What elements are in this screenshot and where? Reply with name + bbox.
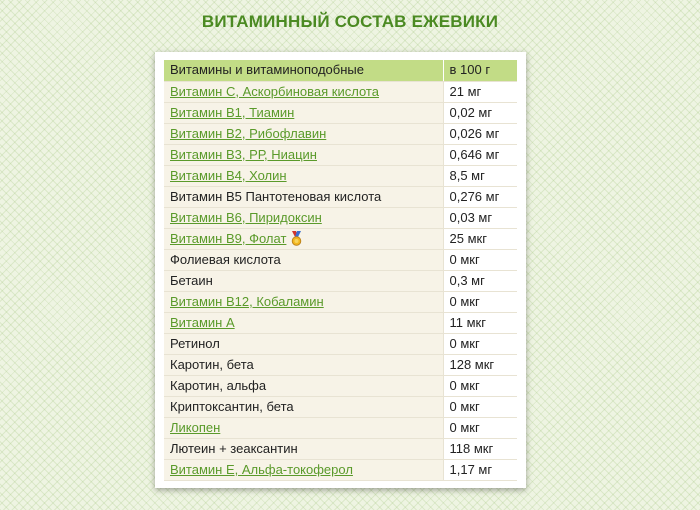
vitamin-name-cell [164,417,443,438]
vitamin-value-cell: 128 мкг [443,354,517,375]
vitamin-value-cell: 0,646 мг [443,144,517,165]
vitamin-name-cell [164,249,443,270]
table-header-row [164,60,517,81]
table-row [164,459,517,480]
vitamin-value-cell: 0 мкг [443,375,517,396]
table-body [164,81,517,480]
vitamin-name-cell [164,312,443,333]
vitamin-value-cell: 25 мкг [443,228,517,249]
vitamin-name-cell [164,354,443,375]
vitamin-name-cell [164,207,443,228]
vitamin-link[interactable]: Витамин В12, Кобаламин [170,293,324,309]
vitamin-label: Криптоксантин, бета [170,398,294,414]
vitamin-value-cell: 11 мкг [443,312,517,333]
table-row [164,102,517,123]
vitamin-label: Витамин В5 Пантотеновая кислота [170,188,382,204]
table-row [164,312,517,333]
table-row [164,291,517,312]
vitamin-link[interactable]: Витамин В1, Тиамин [170,104,295,120]
table-row [164,438,517,459]
table-row [164,186,517,207]
vitamin-value-cell: 0 мкг [443,291,517,312]
vitamin-link[interactable]: Витамин С, Аскорбиновая кислота [170,83,379,99]
vitamin-value-cell: 8,5 мг [443,165,517,186]
table-row [164,228,517,249]
vitamin-link[interactable]: Витамин В9, Фолат [170,230,287,246]
table-row [164,270,517,291]
vitamin-link[interactable]: Витамин В2, Рибофлавин [170,125,327,141]
vitamin-value-cell: 0,03 мг [443,207,517,228]
vitamin-label: Каротин, бета [170,356,254,372]
vitamin-value-cell: 0 мкг [443,417,517,438]
table-row [164,165,517,186]
table-row [164,417,517,438]
vitamin-label: Ретинол [170,335,220,351]
vitamin-value-cell: 21 мг [443,81,517,102]
vitamin-value-cell: 1,17 мг [443,459,517,480]
table-row [164,144,517,165]
vitamin-link[interactable]: Витамин В4, Холин [170,167,287,183]
vitamin-value-cell: 0,276 мг [443,186,517,207]
vitamin-label: Фолиевая кислота [170,251,281,267]
vitamin-link[interactable]: Витамин В3, РР, Ниацин [170,146,317,162]
vitamin-table-card [155,52,526,488]
vitamin-label: Каротин, альфа [170,377,267,393]
vitamin-link[interactable]: Ликопен [170,419,221,435]
table-row [164,333,517,354]
vitamin-value-cell: 0 мкг [443,249,517,270]
table-row [164,81,517,102]
table-row [164,207,517,228]
vitamin-name-cell [164,396,443,417]
vitamin-name-cell [164,144,443,165]
vitamin-name-cell [164,375,443,396]
vitamin-value-cell: 0,02 мг [443,102,517,123]
medal-icon [290,231,303,246]
vitamin-name-cell [164,123,443,144]
column-header-name: Витамины и витаминоподобные [164,60,443,81]
vitamin-name-cell [164,438,443,459]
vitamin-label: Лютеин + зеаксантин [170,440,298,456]
vitamin-link[interactable]: Витамин А [170,314,235,330]
table-row [164,375,517,396]
table-row [164,249,517,270]
vitamin-name-cell [164,270,443,291]
vitamin-label: Бетаин [170,272,213,288]
table-row [164,123,517,144]
vitamin-link[interactable]: Витамин Е, Альфа-токоферол [170,461,353,477]
vitamin-value-cell: 0,026 мг [443,123,517,144]
vitamin-name-cell [164,81,443,102]
vitamin-value-cell: 0 мкг [443,333,517,354]
page-title: ВИТАМИННЫЙ СОСТАВ ЕЖЕВИКИ [201,12,499,31]
vitamin-name-cell [164,102,443,123]
vitamin-table [164,60,517,481]
vitamin-value-cell: 0,3 мг [443,270,517,291]
vitamin-link[interactable]: Витамин В6, Пиридоксин [170,209,322,225]
vitamin-name-cell [164,291,443,312]
column-header-value: в 100 г [443,60,517,81]
table-row [164,354,517,375]
table-row [164,396,517,417]
vitamin-name-cell [164,333,443,354]
vitamin-value-cell: 118 мкг [443,438,517,459]
vitamin-name-cell [164,186,443,207]
vitamin-value-cell: 0 мкг [443,396,517,417]
vitamin-name-cell [164,165,443,186]
vitamin-name-cell [164,459,443,480]
vitamin-name-cell [164,228,443,249]
